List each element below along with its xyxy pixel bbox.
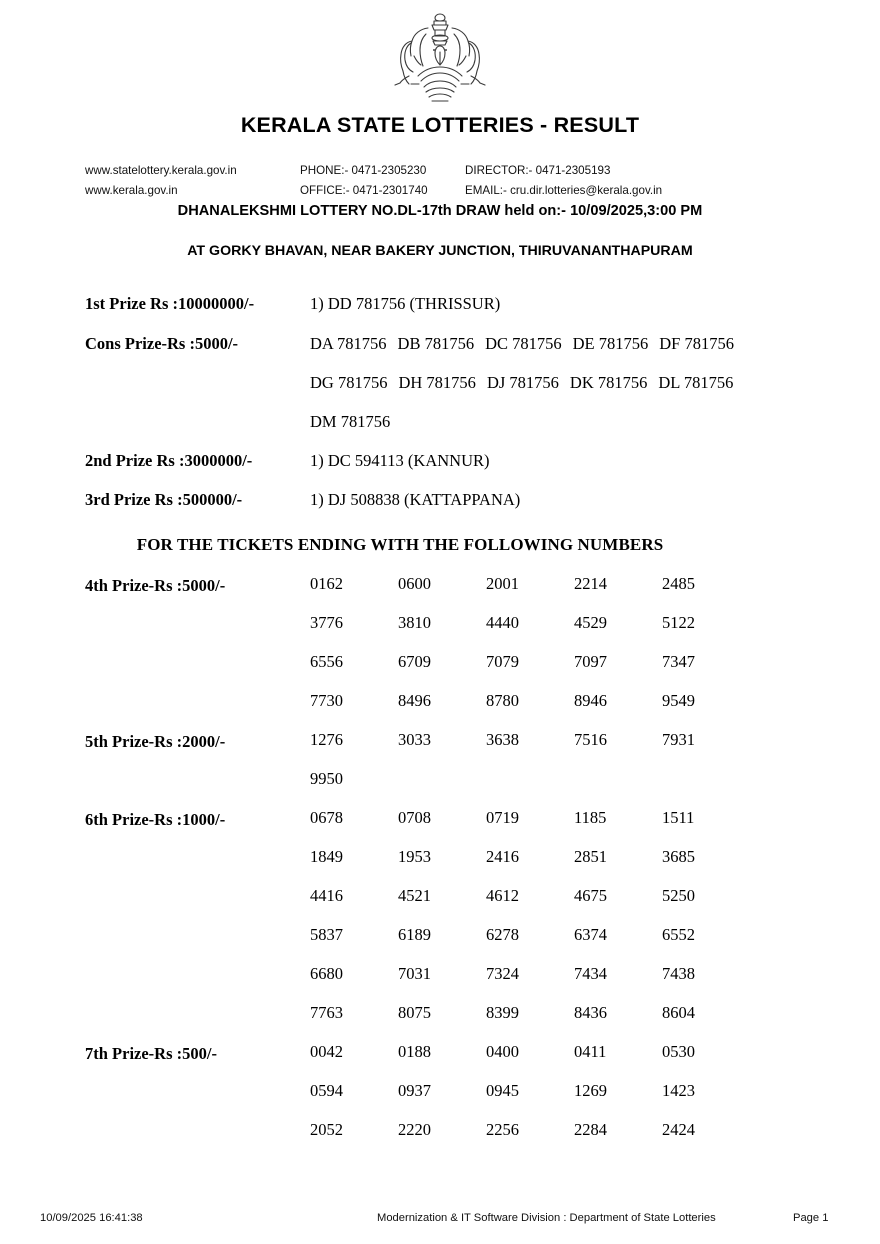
spacer	[0, 434, 880, 448]
lottery-number: 7324	[486, 964, 519, 983]
contact-row-1	[85, 161, 805, 181]
page-title: KERALA STATE LOTTERIES - RESULT	[240, 113, 640, 137]
lottery-number: 4675	[574, 886, 607, 905]
number-row	[310, 885, 880, 924]
number-prize-groups	[0, 573, 880, 1158]
third-prize-label: 3rd Prize Rs :500000/-	[85, 490, 243, 509]
number-prize-label: 4th Prize-Rs :5000/-	[85, 576, 226, 595]
prize-row-consolation	[0, 331, 880, 434]
lottery-number: 2416	[486, 847, 519, 866]
number-prize-label: 7th Prize-Rs :500/-	[85, 1044, 217, 1063]
lottery-number: 6374	[574, 925, 607, 944]
lottery-number: 1511	[662, 808, 695, 827]
lottery-number: 2052	[310, 1120, 343, 1139]
footer-timestamp: 10/09/2025 16:41:38	[40, 1212, 143, 1224]
first-prize-label: 1st Prize Rs :10000000/-	[85, 294, 255, 313]
lottery-number: 8946	[574, 691, 607, 710]
lottery-number: 8604	[662, 1003, 695, 1022]
lottery-number: 1953	[398, 847, 431, 866]
section-heading: FOR THE TICKETS ENDING WITH THE FOLLOWING NUMBERS	[136, 535, 664, 554]
number-prize-label: 6th Prize-Rs :1000/-	[85, 810, 226, 829]
number-row	[310, 963, 880, 1002]
lottery-number: 0530	[662, 1042, 695, 1061]
lottery-number: 2256	[486, 1120, 519, 1139]
lottery-number: 0188	[398, 1042, 431, 1061]
page-footer	[0, 1212, 880, 1230]
lottery-number: 2485	[662, 574, 695, 593]
lottery-number: 7730	[310, 691, 343, 710]
lottery-number: 6278	[486, 925, 519, 944]
email-address: EMAIL:- cru.dir.lotteries@kerala.gov.in	[465, 184, 663, 197]
number-row	[310, 807, 880, 846]
consolation-ticket: DF 781756	[659, 334, 734, 353]
lottery-number: 6680	[310, 964, 343, 983]
number-grid	[310, 807, 880, 1041]
lottery-number: 9549	[662, 691, 695, 710]
phone-number: PHONE:- 0471-2305230	[300, 164, 427, 177]
number-row	[310, 924, 880, 963]
lottery-number: 8075	[398, 1003, 431, 1022]
results-body	[0, 291, 880, 1158]
lottery-number: 2220	[398, 1120, 431, 1139]
number-row	[310, 1119, 880, 1158]
lottery-number: 6552	[662, 925, 695, 944]
lottery-number: 4529	[574, 613, 607, 632]
lottery-number: 7097	[574, 652, 607, 671]
lottery-number: 0162	[310, 574, 343, 593]
consolation-line	[310, 409, 880, 434]
number-row	[310, 1002, 880, 1041]
second-prize-label: 2nd Prize Rs :3000000/-	[85, 451, 253, 470]
lottery-number: 0708	[398, 808, 431, 827]
lottery-number: 4612	[486, 886, 519, 905]
lottery-number: 0594	[310, 1081, 343, 1100]
lottery-number: 4521	[398, 886, 431, 905]
number-row	[310, 846, 880, 885]
lottery-number: 3810	[398, 613, 431, 632]
lottery-number: 2214	[574, 574, 607, 593]
lottery-number: 3776	[310, 613, 343, 632]
number-row	[310, 1041, 880, 1080]
lottery-number: 0400	[486, 1042, 519, 1061]
lottery-number: 7516	[574, 730, 607, 749]
lottery-number: 8399	[486, 1003, 519, 1022]
third-prize-value: 1) DJ 508838 (KATTAPPANA)	[310, 490, 521, 509]
lottery-number: 1269	[574, 1081, 607, 1100]
footer-department: Modernization & IT Software Division : Department of State Lotteries	[377, 1212, 716, 1224]
number-row	[310, 690, 880, 729]
consolation-ticket: DH 781756	[398, 373, 476, 392]
lottery-number: 2424	[662, 1120, 695, 1139]
website-secondary: www.kerala.gov.in	[85, 184, 178, 197]
consolation-line	[310, 370, 880, 395]
number-prize-block	[0, 729, 880, 807]
consolation-ticket: DB 781756	[397, 334, 475, 353]
lottery-number: 1423	[662, 1081, 695, 1100]
number-prize-label: 5th Prize-Rs :2000/-	[85, 732, 226, 751]
kerala-state-emblem	[388, 10, 492, 106]
consolation-prize-values	[310, 331, 880, 434]
venue-line: AT GORKY BHAVAN, NEAR BAKERY JUNCTION, THIRUVANANTHAPURAM	[187, 243, 693, 259]
emblem-container	[0, 10, 880, 111]
consolation-line	[310, 331, 880, 356]
number-row	[310, 768, 880, 807]
lottery-number: 2851	[574, 847, 607, 866]
number-prize-block	[0, 573, 880, 729]
number-row	[310, 573, 880, 612]
lottery-number: 0411	[574, 1042, 607, 1061]
consolation-ticket: DA 781756	[310, 334, 387, 353]
lottery-number: 3033	[398, 730, 431, 749]
lottery-number: 7434	[574, 964, 607, 983]
consolation-prize-label: Cons Prize-Rs :5000/-	[85, 334, 239, 353]
contact-row-2	[85, 181, 805, 201]
number-grid	[310, 1041, 880, 1158]
lottery-number: 7031	[398, 964, 431, 983]
lottery-number: 6189	[398, 925, 431, 944]
lottery-number: 9950	[310, 769, 343, 788]
lottery-number: 0678	[310, 808, 343, 827]
lottery-number: 6556	[310, 652, 343, 671]
second-prize-value: 1) DC 594113 (KANNUR)	[310, 451, 490, 470]
spacer	[0, 473, 880, 487]
number-grid	[310, 729, 880, 807]
number-grid	[310, 573, 880, 729]
lottery-number: 1185	[574, 808, 607, 827]
consolation-ticket: DK 781756	[569, 373, 648, 392]
consolation-ticket: DE 781756	[572, 334, 649, 353]
lottery-number: 0042	[310, 1042, 343, 1061]
prize-row-third	[0, 487, 880, 512]
lottery-number: 1276	[310, 730, 343, 749]
lottery-number: 2284	[574, 1120, 607, 1139]
lottery-number: 4440	[486, 613, 519, 632]
number-row	[310, 1080, 880, 1119]
consolation-ticket: DC 781756	[485, 334, 562, 353]
lottery-number: 5250	[662, 886, 695, 905]
lottery-number: 6709	[398, 652, 431, 671]
lottery-number: 4416	[310, 886, 343, 905]
number-prize-block	[0, 807, 880, 1041]
number-row	[310, 651, 880, 690]
consolation-ticket: DL 781756	[658, 373, 734, 392]
lottery-number: 3685	[662, 847, 695, 866]
lottery-number: 8436	[574, 1003, 607, 1022]
number-row	[310, 729, 880, 768]
footer-page-number: Page 1	[793, 1212, 829, 1224]
director-number: DIRECTOR:- 0471-2305193	[465, 164, 611, 177]
lottery-number: 1849	[310, 847, 343, 866]
office-number: OFFICE:- 0471-2301740	[300, 184, 428, 197]
lottery-number: 0945	[486, 1081, 519, 1100]
website-primary: www.statelottery.kerala.gov.in	[85, 164, 237, 177]
lottery-number: 3638	[486, 730, 519, 749]
lottery-number: 0719	[486, 808, 519, 827]
number-prize-block	[0, 1041, 880, 1158]
lottery-number: 7763	[310, 1003, 343, 1022]
lottery-number: 5122	[662, 613, 695, 632]
contact-block	[85, 161, 805, 201]
prize-row-second	[0, 448, 880, 473]
draw-info-line: DHANALEKSHMI LOTTERY NO.DL-17th DRAW held on:- 10/09/2025,3:00 PM	[177, 203, 703, 219]
consolation-ticket: DJ 781756	[486, 373, 559, 392]
consolation-ticket: DG 781756	[310, 373, 388, 392]
lottery-number: 0600	[398, 574, 431, 593]
lottery-number: 7079	[486, 652, 519, 671]
lottery-number: 7438	[662, 964, 695, 983]
lottery-number: 7347	[662, 652, 695, 671]
prize-row-first	[0, 291, 880, 316]
lottery-number: 5837	[310, 925, 343, 944]
lottery-number: 0937	[398, 1081, 431, 1100]
lottery-number: 8496	[398, 691, 431, 710]
spacer	[0, 316, 880, 331]
lottery-number: 7931	[662, 730, 695, 749]
consolation-ticket: DM 781756	[310, 412, 391, 431]
first-prize-value: 1) DD 781756 (THRISSUR)	[310, 294, 501, 313]
lottery-number: 2001	[486, 574, 519, 593]
number-row	[310, 612, 880, 651]
lottery-number: 8780	[486, 691, 519, 710]
